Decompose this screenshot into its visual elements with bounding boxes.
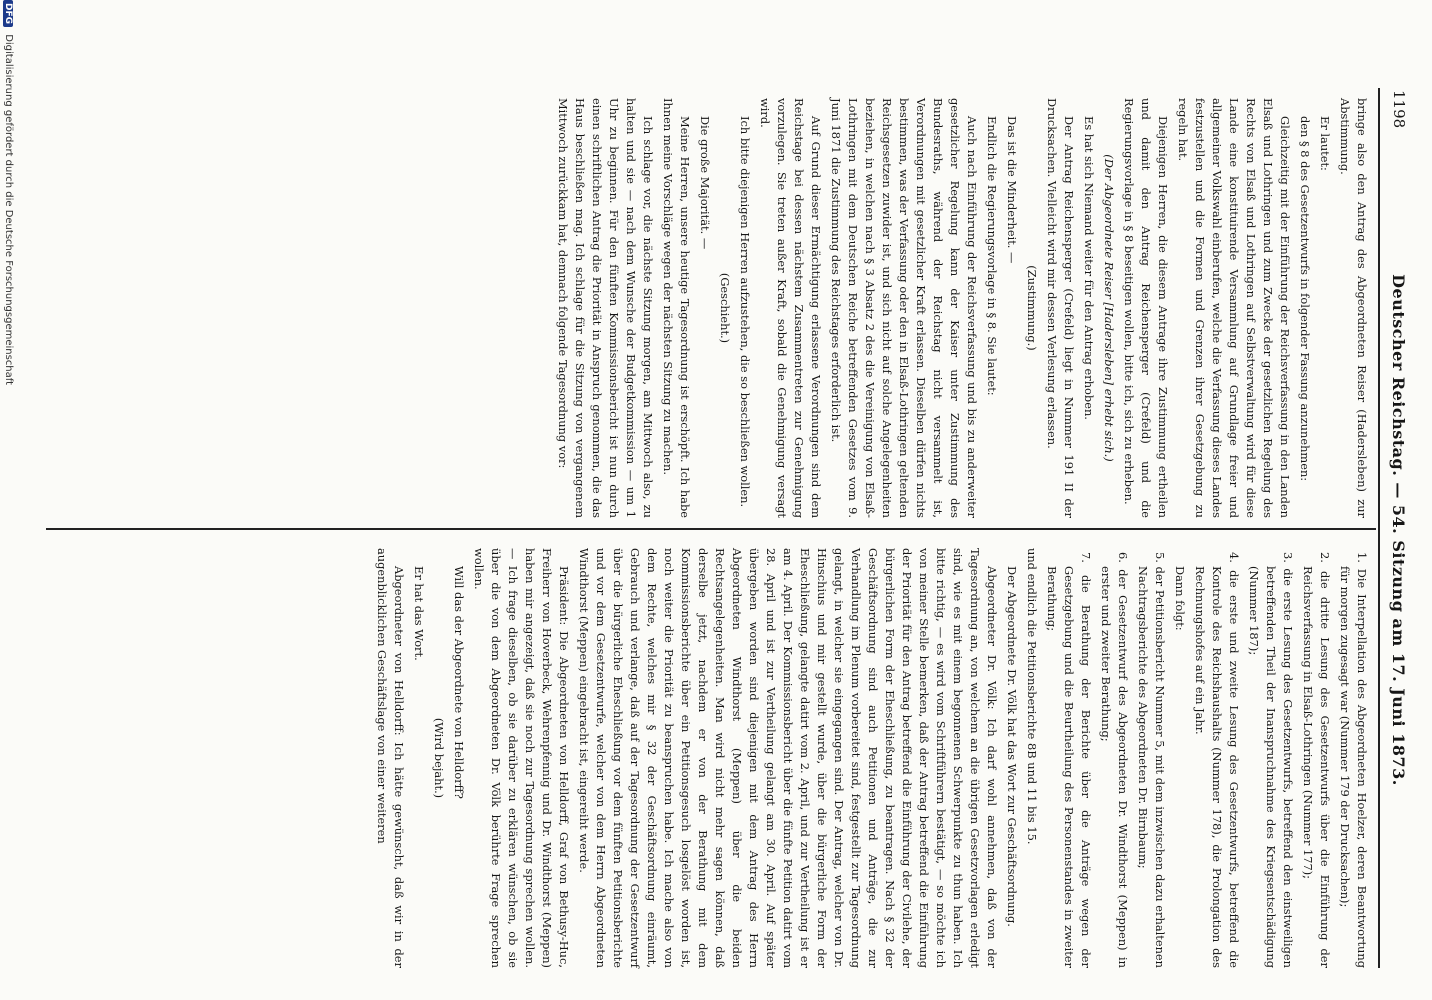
right-column-paragraph: Abgeordneter Dr. Völk: Ich darf wohl annehmen, daß von der Tagesordnung an, von welchem an die übrigen Gesetzvorlagen erledigt sind, wie es mit einem begonnenen Schwerpunkte zu thun haben. Ich bitte richtig, — es wird vom Schriftführern bestätigt, — so möchte ich von meiner Stelle bemerken, daß der Antrag betreffend die Einführung der Priorität für den Antrag betreffend die Einführung der Civilehe, der bürgerlichen Form der Eheschließung, zu beantragen. Nach § 32 der Geschäftsordnung sind auch Petitionen und Anträge, die zur Verhandlung im Plenum vorbereitet sind, festgestellt zur Tagesordnung gelangt, in welcher sie eingegangen sind. Der Antrag, welcher von Dr. Hinschius und mir gestellt wurde, über die bürgerliche Form der Eheschließung, gelangte datirt vom 2. April, und zur Vertheilung ist er am 4. April. Der Kommissionsbericht über die fünfte Petition datirt vom 28. April und ist zur Vertheilung gelangt am 30. April. Auf später übergeben worden sind diejenigen mit dem Antrag des Herrn Abgeordneten Windthorst (Meppen) über die beiden Rechtsangelegenheiten. Man wird nicht mehr sagen können, daß derselbe jetzt, nachdem er von der Berathung mit dem Kommissionsberichte über ein Petitionsgesuch losgelöst worden ist, noch weiter die Priorität zu beanspruchen habe. Ich mache also von dem Rechte, welches mir § 32 der Geschäftsordnung einräumt, Gebrauch und verlange, daß auf der Tagesordnung der Gesetzentwurf über die bürgerliche Eheschließung vor dem fünften Petitionsberichte und vor dem Gesetzentwurfe, welcher von dem Herrn Abgeordneten Windthorst (Meppen) eingebracht ist, eingereiht werde. — [577, 548, 999, 968]
right-column-paragraph: 4. die erste und zweite Lesung des Gesetzentwurfs, betreffend die Kontrole des Reichshaushalts (Nummer 178), die Prolongation des Rechnungshofes auf ein Jahr. — [1193, 552, 1241, 968]
left-column-paragraph: Ich bitte diejenigen Herren aufzustehen, die so beschließen wollen. — [738, 116, 752, 508]
right-column-paragraph: Der Abgeordnete Dr. Völk hat das Wort zur Geschäftsordnung. — [1005, 566, 1019, 927]
left-column-paragraph: bringe also den Antrag des Abgeordneten Reiser (Hadersleben) zur Abstimmung. — [1338, 98, 1369, 518]
left-column-paragraph: (Der Abgeordnete Reiser [Hadersleben] erhebt sich.) — [1102, 154, 1116, 462]
right-column-paragraph: 3. die erste Lesung des Gesetzentwurfs, betreffend den einstweiligen betreffenden Theil der Inanspruchnahme des Kriegsentschädigung (Nummer 187); — [1247, 552, 1295, 968]
page-title: Deutscher Reichstag. — 54. Sitzung am 17. Juni 1873. — [1389, 274, 1408, 786]
column-divider — [46, 528, 1376, 530]
right-column-paragraph: Er hat das Wort. — [412, 566, 426, 661]
left-column-paragraph: Meine Herren, unsere heutige Tagesordnung ist erschöpft. Ich habe Ihnen meine Vorschläge wegen der nächsten Sitzung zu machen. — [661, 98, 692, 518]
left-column-paragraph: Er lautet: — [1318, 116, 1332, 171]
left-column-paragraph: Der Antrag Reichensperger (Crefeld) liegt in Nummer 191 II der Drucksachen. Vielleicht wird mir dessen Verlesung erlassen. — [1045, 98, 1076, 518]
right-column-paragraph: 1. Die Interpellation des Abgeordneten Hoelzer, deren Beantwortung für morgen zugesagt war (Nummer 179 der Drucksachen); — [1338, 552, 1369, 968]
left-column-paragraph: Auch nach Einführung der Reichsverfassung und bis zu anderweiter gesetzlicher Regelung kann der Kaiser unter Zustimmung des Bundesraths, während der Reichstag nicht versammelt ist, Verordnungen mit gesetzlicher Kraft erlassen. Dieselben dürfen nichts bestimmen, was der Verfassung oder den in Elsaß-Lothringen geltenden Reichsgesetzen zuwider ist, und sich nicht auf solche Angelegenheiten beziehen, in welchen nach § 3 Absatz 2 des die Vereinigung von Elsaß-Lothringen mit dem Deutschen Reiche betreffenden Gesetzes vom 9. Juni 1871 die Zustimmung des Reichstages erforderlich ist. — [829, 98, 979, 518]
page-number: 1198 — [1390, 90, 1408, 129]
left-column-paragraph: Diejenigen Herren, die diesem Antrage ihre Zustimmung ertheilen und damit den Antrag Reichensperger (Crefeld) und die Regierungsvorlage in § 8 beseitigen wollen, bitte ich, sich zu erheben. — [1122, 98, 1170, 518]
right-column-paragraph: Präsident: Die Abgeordneten von Helldorff, Graf von Bethusy-Huc, Freiherr von Hoverbeck, Wehrenpfennig und Dr. Windthorst (Meppen) haben mir angezeigt, daß sie noch zur Tagesordnung sprechen wollen. — Ich frage dieselben, ob sie darüber zu erklären wünschen, ob sie über die von dem Abgeordneten Dr. Völk berührte Frage sprechen wollen. — [472, 548, 571, 968]
left-column-paragraph: Endlich die Regierungsvorlage in § 8. Sie lautet: — [985, 116, 999, 396]
right-column-paragraph: Dann folgt: — [1173, 566, 1187, 631]
dfg-logo: DFG — [3, 0, 13, 27]
left-column-paragraph: (Zustimmung.) — [1025, 265, 1039, 351]
header-rule — [1378, 88, 1380, 968]
footer-text: Digitalisierung gefördert durch die Deutsche Forschungsgemeinschaft — [3, 34, 14, 386]
right-column-paragraph: und endlich die Petitionsberichte 8B und 11 bis 15. — [1025, 548, 1039, 845]
left-column-paragraph: den § 8 des Gesetzentwurfs in folgender Fassung anzunehmen: — [1298, 116, 1312, 482]
footer-note — [3, 0, 14, 1000]
right-column-paragraph: 7. die Berathung der Berichte über die Anträge wegen der Gesetzgebung und die Beurtheilung des Personenstandes in zweiter Berathung; — [1045, 552, 1093, 968]
page-header — [1386, 90, 1408, 970]
left-column-paragraph: Ich schlage vor, die nächste Sitzung morgen, am Mittwoch also, zu halten und sie — nach dem Wunsche der Budgetkommission — um 1 Uhr zu beginnen. Für den fünften Kommissionsbericht ist nun durch einen schriftlichen Antrag die Priorität in Anspruch genommen, die das Haus beschließen mag. Ich schlage für die Sitzung von vergangenem Mittwoch zurückkam hat, demnach folgende Tagesordnung vor: — [556, 98, 655, 518]
right-column-paragraph: 5. der Petitionsbericht Nummer 5, mit dem inzwischen dazu erhaltenen Nachtragsberichte des Abgeordneten Dr. Birnbaum; — [1136, 552, 1167, 968]
left-column-paragraph: Die große Majorität. — — [698, 116, 712, 250]
left-column-paragraph: Auf Grund dieser Ermächtigung erlassene Verordnungen sind dem Reichstage bei dessen nächstem Zusammentreten zur Genehmigung vorzulegen. Sie treten außer Kraft, sobald die Genehmigung versagt wird. — [758, 98, 823, 518]
left-column-paragraph: Es hat sich Niemand weiter für den Antrag erhoben. — [1082, 116, 1096, 420]
left-column — [551, 98, 1370, 518]
right-column-paragraph: Will das der Abgeordnete von Helldorff? — [452, 566, 466, 799]
left-column-paragraph: Gleichzeitig mit der Einführung der Reichsverfassung in den Landen Elsaß und Lothringen und zum Zwecke der gesetzlichen Regelung des Rechts von Elsaß und Lothringen auf Selbstverwaltung wird für diese Lande eine konstituirende Versammlung auf Grundlage freier und allgemeiner Volkswahl einberufen, welche die Verfassung dieses Landes festzustellen und die Formen und Grenzen ihrer Gesetzgebung zu regeln hat. — [1176, 98, 1292, 518]
right-column-paragraph: Abgeordneter von Helldorff: Ich hätte gewünscht, daß wir in der augenblicklichen Geschäftslage von einer weiteren — [375, 548, 406, 968]
right-column-paragraph: (Wird bejaht.) — [432, 717, 446, 799]
left-column-paragraph: (Geschieht.) — [718, 272, 732, 344]
left-column-paragraph: Das ist die Minderheit. — — [1005, 116, 1019, 264]
right-column-paragraph: 2. die dritte Lesung des Gesetzentwurfs über die Einführung der Reichsverfassung in Elsaß-Lothringen (Nummer 177); — [1301, 552, 1332, 968]
right-column-paragraph: 6. der Gesetzentwurf des Abgeordneten Dr. Windthorst (Meppen) in erster und zweiter Berathung; — [1099, 552, 1130, 968]
right-column — [370, 548, 1370, 968]
